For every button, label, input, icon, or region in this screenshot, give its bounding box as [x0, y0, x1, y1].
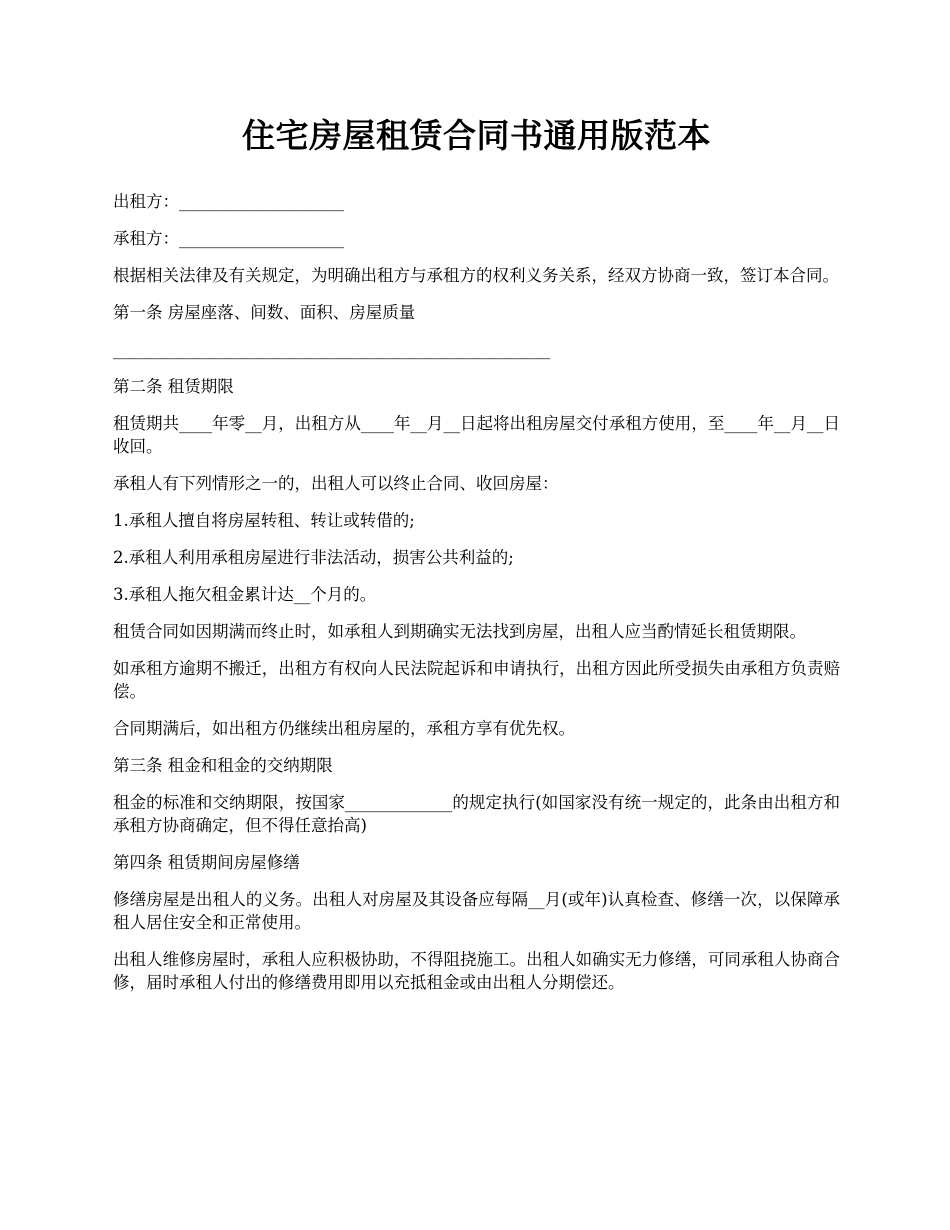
- termination-item-2: 2.承租人利用承租房屋进行非法活动，损害公共利益的;: [113, 548, 514, 567]
- article-4-heading: 第四条 租赁期间房屋修缮: [113, 853, 300, 872]
- article-1-heading: 第一条 房屋座落、间数、面积、房屋质量: [113, 303, 416, 322]
- repair-cooperation-paragraph: 出租人维修房屋时，承租人应积极协助，不得阻挠施工。出租人如确实无力修缮，可同承租人协商合修，届时承租人付出的修缮费用即用以充抵租金或由出租人分期偿还。: [113, 950, 840, 992]
- repair-duty-paragraph: 修缮房屋是出租人的义务。出租人对房屋及其设备应每隔__月(或年)认真检查、修缮一次，以保障承租人居住安全和正常使用。: [113, 890, 840, 932]
- document-title: 住宅房屋租赁合同书通用版范本: [242, 116, 711, 155]
- extension-paragraph: 租赁合同如因期满而终止时，如承租人到期确实无法找到房屋，出租人应当酌情延长租赁期限。: [113, 622, 806, 641]
- lessor-line: 出租方：____________________: [113, 192, 344, 211]
- termination-item-3: 3.承租人拖欠租金累计达__个月的。: [113, 585, 377, 604]
- document-page: [113, 112, 840, 1008]
- overdue-paragraph: 如承租方逾期不搬迁，出租方有权向人民法院起诉和申请执行，出租方因此所受损失由承租方负责赔偿。: [113, 659, 840, 701]
- article-1-blank-line: _____________________________________________________: [113, 340, 551, 359]
- termination-item-1: 1.承租人擅自将房屋转租、转让或转借的;: [113, 511, 415, 530]
- priority-paragraph: 合同期满后，如出租方仍继续出租房屋的，承租方享有优先权。: [113, 719, 575, 738]
- article-3-heading: 第三条 租金和租金的交纳期限: [113, 756, 333, 775]
- article-2-heading: 第二条 租赁期限: [113, 377, 234, 396]
- termination-intro-paragraph: 承租人有下列情形之一的，出租人可以终止合同、收回房屋：: [113, 474, 559, 493]
- lease-term-paragraph: 租赁期共____年零__月，出租方从____年__月__日起将出租房屋交付承租方使用，至____年__月__日收回。: [113, 414, 840, 456]
- preamble-paragraph: 根据相关法律及有关规定，为明确出租方与承租方的权利义务关系，经双方协商一致，签订本合同。: [113, 266, 839, 285]
- lessee-line: 承租方：____________________: [113, 229, 344, 248]
- rent-paragraph: 租金的标准和交纳期限，按国家_____________的规定执行(如国家没有统一规定的，此条由出租方和承租方协商确定，但不得任意抬高): [113, 793, 840, 835]
